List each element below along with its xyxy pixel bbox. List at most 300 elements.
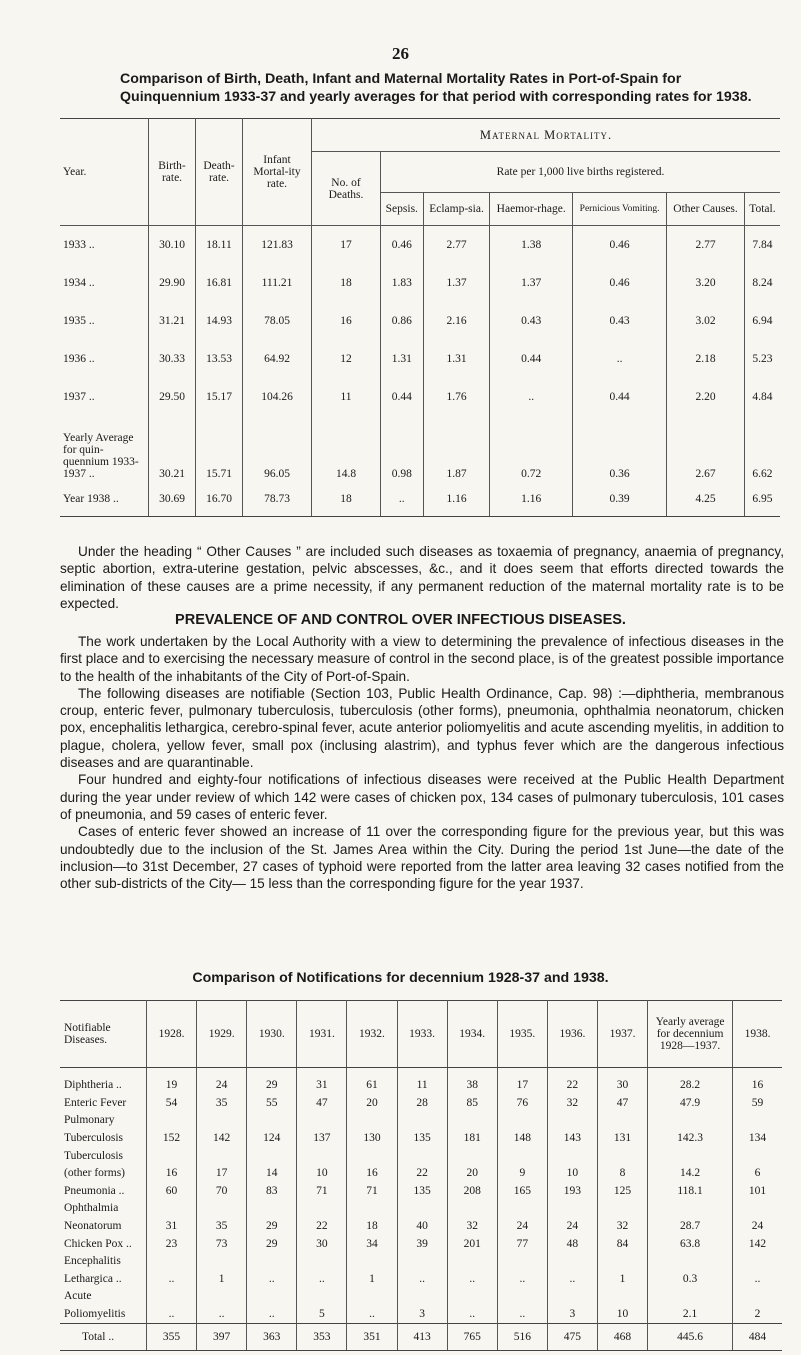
- cell-value: 135: [397, 1130, 447, 1148]
- table-row: [60, 1068, 782, 1095]
- cell-haemorrhage: 1.16: [490, 482, 573, 517]
- cell-value: [397, 1112, 447, 1130]
- cell-value: 71: [347, 1183, 397, 1201]
- cell-birth: 31.21: [149, 302, 196, 340]
- cell-value: 1: [347, 1271, 397, 1289]
- cell-value: 47: [597, 1095, 647, 1113]
- cell-value: [147, 1288, 197, 1306]
- cell-value: [648, 1253, 733, 1271]
- cell-year: 1935 ..: [60, 302, 149, 340]
- cell-value: ..: [147, 1271, 197, 1289]
- cell-eclampsia: 1.76: [423, 378, 490, 416]
- cell-sepsis: 1.31: [381, 340, 424, 378]
- cell-death: 15.17: [196, 378, 243, 416]
- cell-value: 181: [447, 1130, 497, 1148]
- disease-name: Enteric Fever: [60, 1095, 147, 1113]
- cell-total: 6.94: [744, 302, 780, 340]
- cell-infant: 104.26: [243, 378, 312, 416]
- cell-value: 54: [147, 1095, 197, 1113]
- cell-value: 3: [397, 1306, 447, 1324]
- cell-value: ..: [397, 1271, 447, 1289]
- notifications-table: [60, 1000, 782, 1351]
- cell-value: [547, 1200, 597, 1218]
- total-value: 484: [733, 1324, 782, 1351]
- cell-haemorrhage: 0.44: [490, 340, 573, 378]
- cell-haemorrhage: 0.72: [490, 416, 573, 482]
- cell-value: 28.7: [648, 1218, 733, 1236]
- body-paragraph: The work undertaken by the Local Authority with a view to determining the prevalence of infectious diseases in the first place and to exercising the necessary measure of control in the second place, is of the greatest possible importance to the health of the inhabitants of the City of Port-of-Spain.: [60, 634, 784, 684]
- cell-value: [497, 1112, 547, 1130]
- cell-value: [247, 1112, 297, 1130]
- cell-value: 61: [347, 1068, 397, 1095]
- cell-value: [447, 1112, 497, 1130]
- cell-value: 19: [147, 1068, 197, 1095]
- table1-heading: Comparison of Birth, Death, Infant and Maternal Mortality Rates in Port-of-Spain for Quinquennium 1933-37 and yearly averages for that period with corresponding rates for 1938.: [120, 71, 752, 105]
- cell-value: 101: [733, 1183, 782, 1201]
- cell-year: 1934 ..: [60, 264, 149, 302]
- cell-value: 14: [247, 1165, 297, 1183]
- cell-value: ..: [247, 1271, 297, 1289]
- cell-year: Year 1938 ..: [60, 482, 149, 517]
- cell-value: 39: [397, 1235, 447, 1253]
- cell-infant: 78.05: [243, 302, 312, 340]
- cell-value: 30: [597, 1068, 647, 1095]
- cell-year: Yearly Average for quin-quennium 1933-1937 ..: [60, 416, 149, 482]
- cell-other: 3.20: [667, 264, 745, 302]
- infectious-diseases-heading: PREVALENCE OF AND CONTROL OVER INFECTIOUS DISEASES.: [175, 612, 626, 628]
- cell-value: 83: [247, 1183, 297, 1201]
- cell-value: ..: [247, 1306, 297, 1324]
- total-value: 475: [547, 1324, 597, 1351]
- cell-value: 9: [497, 1165, 547, 1183]
- cell-total: 6.62: [744, 416, 780, 482]
- cell-value: [447, 1253, 497, 1271]
- total-value: 516: [497, 1324, 547, 1351]
- cell-eclampsia: 1.16: [423, 482, 490, 517]
- cell-eclampsia: 2.77: [423, 226, 490, 265]
- cell-value: 201: [447, 1235, 497, 1253]
- cell-value: 1: [597, 1271, 647, 1289]
- disease-name: Acute: [60, 1288, 147, 1306]
- cell-value: 24: [197, 1068, 247, 1095]
- cell-value: [197, 1288, 247, 1306]
- cell-value: [547, 1147, 597, 1165]
- header-rate-per-1000: Rate per 1,000 live births registered.: [381, 152, 781, 193]
- cell-value: ..: [147, 1306, 197, 1324]
- cell-pernicious: 0.43: [572, 302, 666, 340]
- cell-deaths: 12: [312, 340, 381, 378]
- cell-value: 0.3: [648, 1271, 733, 1289]
- other-causes-paragraph: Under the heading “ Other Causes ” are included such diseases as toxaemia of pregnancy, anaemia of pregnancy, septic abortion, extra-uterine gestation, pelvic abscesses, &c., and it does seem that efforts directed towards the elimination of these causes are a prime necessity, if any permanent reduction of the maternal mortality rate is to be expected.: [60, 544, 784, 611]
- cell-value: [147, 1200, 197, 1218]
- cell-pernicious: ..: [572, 340, 666, 378]
- cell-value: ..: [733, 1271, 782, 1289]
- page-number: 26: [392, 44, 409, 63]
- cell-value: [447, 1147, 497, 1165]
- body-paragraph: The following diseases are notifiable (Section 103, Public Health Ordinance, Cap. 98) :—diphtheria, membranous croup, enteric fever, pulmonary tuberculosis, tuberculosis (other forms), pneumonia, ophthalmia neonatorum, chicken pox, encephalitis lethargica, cerebro-spinal fever, acute anterior poliomyelitis and acute ascending myelitis, in addition to plague, cholera, yellow fever, small pox (inclusing alastrim), and typhus fever which are the dangerous infectious diseases and are quarantinable.: [60, 685, 784, 771]
- total-value: 397: [197, 1324, 247, 1351]
- cell-value: [347, 1253, 397, 1271]
- rates-table: [60, 118, 780, 517]
- header-other-causes: Other Causes.: [667, 193, 745, 226]
- cell-total: 8.24: [744, 264, 780, 302]
- cell-value: 28.2: [648, 1068, 733, 1095]
- cell-value: 2: [733, 1306, 782, 1324]
- cell-infant: 64.92: [243, 340, 312, 378]
- cell-deaths: 11: [312, 378, 381, 416]
- infectious-diseases-body: [60, 633, 784, 892]
- disease-name: Tuberculosis: [60, 1130, 147, 1148]
- cell-total: 6.95: [744, 482, 780, 517]
- cell-value: 35: [197, 1095, 247, 1113]
- total-value: 468: [597, 1324, 647, 1351]
- cell-value: 142: [197, 1130, 247, 1148]
- table-row: [60, 1288, 782, 1306]
- table-row: [60, 416, 780, 482]
- cell-value: [247, 1288, 297, 1306]
- cell-value: [497, 1288, 547, 1306]
- cell-value: [648, 1288, 733, 1306]
- header-death-rate: Death-rate.: [196, 119, 243, 226]
- disease-name: Encephalitis: [60, 1253, 147, 1271]
- cell-value: [447, 1288, 497, 1306]
- cell-total: 4.84: [744, 378, 780, 416]
- cell-value: ..: [547, 1271, 597, 1289]
- cell-value: 5: [297, 1306, 347, 1324]
- table-row: [60, 340, 780, 378]
- cell-value: ..: [297, 1271, 347, 1289]
- cell-value: [597, 1288, 647, 1306]
- cell-birth: 30.10: [149, 226, 196, 265]
- cell-value: [297, 1288, 347, 1306]
- cell-value: 35: [197, 1218, 247, 1236]
- header-haemorrhage: Haemor-rhage.: [490, 193, 573, 226]
- header-maternal-mortality: Maternal Mortality.: [312, 119, 781, 152]
- cell-value: 125: [597, 1183, 647, 1201]
- cell-value: 29: [247, 1235, 297, 1253]
- column-header: 1931.: [297, 1001, 347, 1068]
- cell-value: 208: [447, 1183, 497, 1201]
- cell-value: 137: [297, 1130, 347, 1148]
- cell-value: 38: [447, 1068, 497, 1095]
- cell-value: 134: [733, 1130, 782, 1148]
- cell-value: 2.1: [648, 1306, 733, 1324]
- disease-name: Tuberculosis: [60, 1147, 147, 1165]
- cell-value: 165: [497, 1183, 547, 1201]
- cell-value: 10: [547, 1165, 597, 1183]
- cell-value: 24: [547, 1218, 597, 1236]
- table-row: [60, 1218, 782, 1236]
- cell-sepsis: 0.86: [381, 302, 424, 340]
- cell-value: 11: [397, 1068, 447, 1095]
- cell-value: 32: [597, 1218, 647, 1236]
- column-header: 1929.: [197, 1001, 247, 1068]
- cell-value: 8: [597, 1165, 647, 1183]
- total-value: 445.6: [648, 1324, 733, 1351]
- cell-value: 16: [347, 1165, 397, 1183]
- table-row: [60, 1112, 782, 1130]
- cell-value: 31: [297, 1068, 347, 1095]
- total-value: 413: [397, 1324, 447, 1351]
- cell-value: ..: [447, 1271, 497, 1289]
- cell-value: ..: [347, 1306, 397, 1324]
- cell-value: [547, 1288, 597, 1306]
- table-row: [60, 302, 780, 340]
- cell-value: 24: [497, 1218, 547, 1236]
- column-header: 1928.: [147, 1001, 197, 1068]
- cell-value: 77: [497, 1235, 547, 1253]
- table-row: [60, 482, 780, 517]
- cell-value: 24: [733, 1218, 782, 1236]
- cell-sepsis: ..: [381, 482, 424, 517]
- cell-haemorrhage: 1.38: [490, 226, 573, 265]
- cell-value: 20: [347, 1095, 397, 1113]
- table-row: [60, 1095, 782, 1113]
- cell-birth: 29.90: [149, 264, 196, 302]
- cell-value: 16: [147, 1165, 197, 1183]
- cell-sepsis: 0.44: [381, 378, 424, 416]
- cell-other: 2.18: [667, 340, 745, 378]
- disease-name: Pulmonary: [60, 1112, 147, 1130]
- cell-value: 55: [247, 1095, 297, 1113]
- column-header: 1937.: [597, 1001, 647, 1068]
- cell-value: 6: [733, 1165, 782, 1183]
- cell-birth: 30.33: [149, 340, 196, 378]
- cell-value: [733, 1147, 782, 1165]
- header-total: Total.: [744, 193, 780, 226]
- cell-value: 32: [547, 1095, 597, 1113]
- cell-value: 73: [197, 1235, 247, 1253]
- cell-birth: 29.50: [149, 378, 196, 416]
- cell-value: 71: [297, 1183, 347, 1201]
- cell-value: [497, 1200, 547, 1218]
- cell-value: [547, 1112, 597, 1130]
- total-value: 765: [447, 1324, 497, 1351]
- cell-value: 47.9: [648, 1095, 733, 1113]
- header-infant-mortality: Infant Mortal-ity rate.: [243, 119, 312, 226]
- cell-value: [347, 1200, 397, 1218]
- cell-value: [247, 1200, 297, 1218]
- cell-value: 28: [397, 1095, 447, 1113]
- disease-name: (other forms): [60, 1165, 147, 1183]
- cell-value: ..: [497, 1306, 547, 1324]
- cell-value: 40: [397, 1218, 447, 1236]
- cell-value: [397, 1288, 447, 1306]
- disease-name: Poliomyelitis: [60, 1306, 147, 1324]
- column-header: 1934.: [447, 1001, 497, 1068]
- header-pernicious-vomiting: Pernicious Vomiting.: [572, 193, 666, 226]
- table-row: [60, 1271, 782, 1289]
- cell-year: 1936 ..: [60, 340, 149, 378]
- cell-birth: 30.69: [149, 482, 196, 517]
- disease-name: Lethargica ..: [60, 1271, 147, 1289]
- cell-pernicious: 0.39: [572, 482, 666, 517]
- cell-value: [397, 1253, 447, 1271]
- cell-eclampsia: 2.16: [423, 302, 490, 340]
- cell-value: 152: [147, 1130, 197, 1148]
- column-header: 1933.: [397, 1001, 447, 1068]
- cell-birth: 30.21: [149, 416, 196, 482]
- cell-value: [733, 1112, 782, 1130]
- cell-sepsis: 1.83: [381, 264, 424, 302]
- cell-value: [347, 1112, 397, 1130]
- cell-value: [297, 1253, 347, 1271]
- cell-value: [497, 1147, 547, 1165]
- table-row: [60, 1253, 782, 1271]
- cell-value: [397, 1147, 447, 1165]
- cell-value: 17: [497, 1068, 547, 1095]
- cell-infant: 96.05: [243, 416, 312, 482]
- column-header: 1930.: [247, 1001, 297, 1068]
- cell-value: 124: [247, 1130, 297, 1148]
- cell-haemorrhage: 1.37: [490, 264, 573, 302]
- cell-value: [733, 1288, 782, 1306]
- cell-value: 130: [347, 1130, 397, 1148]
- table-row: [60, 1235, 782, 1253]
- cell-value: 34: [347, 1235, 397, 1253]
- total-value: 353: [297, 1324, 347, 1351]
- cell-year: 1937 ..: [60, 378, 149, 416]
- cell-death: 16.70: [196, 482, 243, 517]
- cell-other: 2.20: [667, 378, 745, 416]
- cell-value: [147, 1253, 197, 1271]
- cell-value: 70: [197, 1183, 247, 1201]
- column-header: Notifiable Diseases.: [60, 1001, 147, 1068]
- total-row: [60, 1324, 782, 1351]
- cell-value: 29: [247, 1068, 297, 1095]
- cell-value: [197, 1200, 247, 1218]
- cell-infant: 121.83: [243, 226, 312, 265]
- table-row: [60, 1165, 782, 1183]
- cell-value: 1: [197, 1271, 247, 1289]
- table-row: [60, 378, 780, 416]
- cell-value: ..: [497, 1271, 547, 1289]
- disease-name: Neonatorum: [60, 1218, 147, 1236]
- cell-value: [397, 1200, 447, 1218]
- disease-name: Pneumonia ..: [60, 1183, 147, 1201]
- cell-deaths: 14.8: [312, 416, 381, 482]
- cell-value: [597, 1200, 647, 1218]
- cell-total: 7.84: [744, 226, 780, 265]
- cell-value: 76: [497, 1095, 547, 1113]
- cell-value: 148: [497, 1130, 547, 1148]
- column-header: 1932.: [347, 1001, 397, 1068]
- table-row: [60, 1183, 782, 1201]
- cell-value: ..: [447, 1306, 497, 1324]
- header-no-of-deaths: No. of Deaths.: [312, 152, 381, 226]
- cell-value: 3: [547, 1306, 597, 1324]
- cell-value: 118.1: [648, 1183, 733, 1201]
- cell-value: 17: [197, 1165, 247, 1183]
- table-row: [60, 226, 780, 265]
- table-row: [60, 1306, 782, 1324]
- cell-value: [648, 1147, 733, 1165]
- cell-value: 84: [597, 1235, 647, 1253]
- cell-value: [247, 1147, 297, 1165]
- header-sepsis: Sepsis.: [381, 193, 424, 226]
- cell-value: [733, 1200, 782, 1218]
- cell-value: 60: [147, 1183, 197, 1201]
- cell-value: [297, 1112, 347, 1130]
- cell-haemorrhage: ..: [490, 378, 573, 416]
- cell-value: [197, 1253, 247, 1271]
- cell-value: [347, 1288, 397, 1306]
- cell-value: 22: [397, 1165, 447, 1183]
- cell-deaths: 17: [312, 226, 381, 265]
- header-year: Year.: [60, 119, 149, 226]
- cell-value: 32: [447, 1218, 497, 1236]
- cell-value: 29: [247, 1218, 297, 1236]
- cell-eclampsia: 1.87: [423, 416, 490, 482]
- cell-value: [247, 1253, 297, 1271]
- cell-pernicious: 0.46: [572, 226, 666, 265]
- cell-value: [597, 1253, 647, 1271]
- table-row: [60, 1130, 782, 1148]
- cell-value: 131: [597, 1130, 647, 1148]
- notifications-heading: Comparison of Notifications for decennium 1928-37 and 1938.: [192, 970, 609, 986]
- cell-value: [347, 1147, 397, 1165]
- cell-other: 3.02: [667, 302, 745, 340]
- cell-total: 5.23: [744, 340, 780, 378]
- disease-name: Ophthalmia: [60, 1200, 147, 1218]
- cell-value: 59: [733, 1095, 782, 1113]
- cell-pernicious: 0.44: [572, 378, 666, 416]
- cell-value: 47: [297, 1095, 347, 1113]
- cell-value: [597, 1112, 647, 1130]
- cell-value: [147, 1147, 197, 1165]
- cell-pernicious: 0.46: [572, 264, 666, 302]
- cell-value: 142: [733, 1235, 782, 1253]
- disease-name: Chicken Pox ..: [60, 1235, 147, 1253]
- cell-deaths: 16: [312, 302, 381, 340]
- cell-pernicious: 0.36: [572, 416, 666, 482]
- cell-infant: 78.73: [243, 482, 312, 517]
- cell-year: 1933 ..: [60, 226, 149, 265]
- cell-value: [547, 1253, 597, 1271]
- cell-death: 14.93: [196, 302, 243, 340]
- cell-eclampsia: 1.31: [423, 340, 490, 378]
- cell-death: 15.71: [196, 416, 243, 482]
- cell-value: 22: [297, 1218, 347, 1236]
- body-paragraph: Cases of enteric fever showed an increase of 11 over the corresponding figure for the previous year, but this was undoubtedly due to the inclusion of the St. James Area within the City. During the period 1st June—the date of the inclusion—to 31st December, 27 cases of typhoid were reported from the latter area leaving 32 cases notified from the other sub-districts of the City— 15 less than the corresponding figure for the year 1937.: [60, 824, 784, 892]
- cell-haemorrhage: 0.43: [490, 302, 573, 340]
- cell-value: 135: [397, 1183, 447, 1201]
- cell-value: 22: [547, 1068, 597, 1095]
- cell-sepsis: 0.98: [381, 416, 424, 482]
- cell-death: 16.81: [196, 264, 243, 302]
- cell-value: [297, 1147, 347, 1165]
- cell-value: [648, 1112, 733, 1130]
- cell-other: 2.77: [667, 226, 745, 265]
- other-causes-note: [60, 543, 784, 612]
- cell-death: 18.11: [196, 226, 243, 265]
- disease-name: Diphtheria ..: [60, 1068, 147, 1095]
- cell-deaths: 18: [312, 264, 381, 302]
- cell-value: [597, 1147, 647, 1165]
- cell-death: 13.53: [196, 340, 243, 378]
- cell-value: [733, 1253, 782, 1271]
- cell-deaths: 18: [312, 482, 381, 517]
- cell-value: [147, 1112, 197, 1130]
- column-header: 1938.: [733, 1001, 782, 1068]
- cell-value: [648, 1200, 733, 1218]
- cell-other: 4.25: [667, 482, 745, 517]
- body-paragraph: Four hundred and eighty-four notifications of infectious diseases were received at the Public Health Department during the year under review of which 142 were cases of chicken pox, 134 cases of pulmonary tuberculosis, 101 cases of pneumonia, and 59 cases of enteric fever.: [60, 772, 784, 822]
- total-value: 355: [147, 1324, 197, 1351]
- column-header: 1936.: [547, 1001, 597, 1068]
- table-row: [60, 1200, 782, 1218]
- cell-value: 20: [447, 1165, 497, 1183]
